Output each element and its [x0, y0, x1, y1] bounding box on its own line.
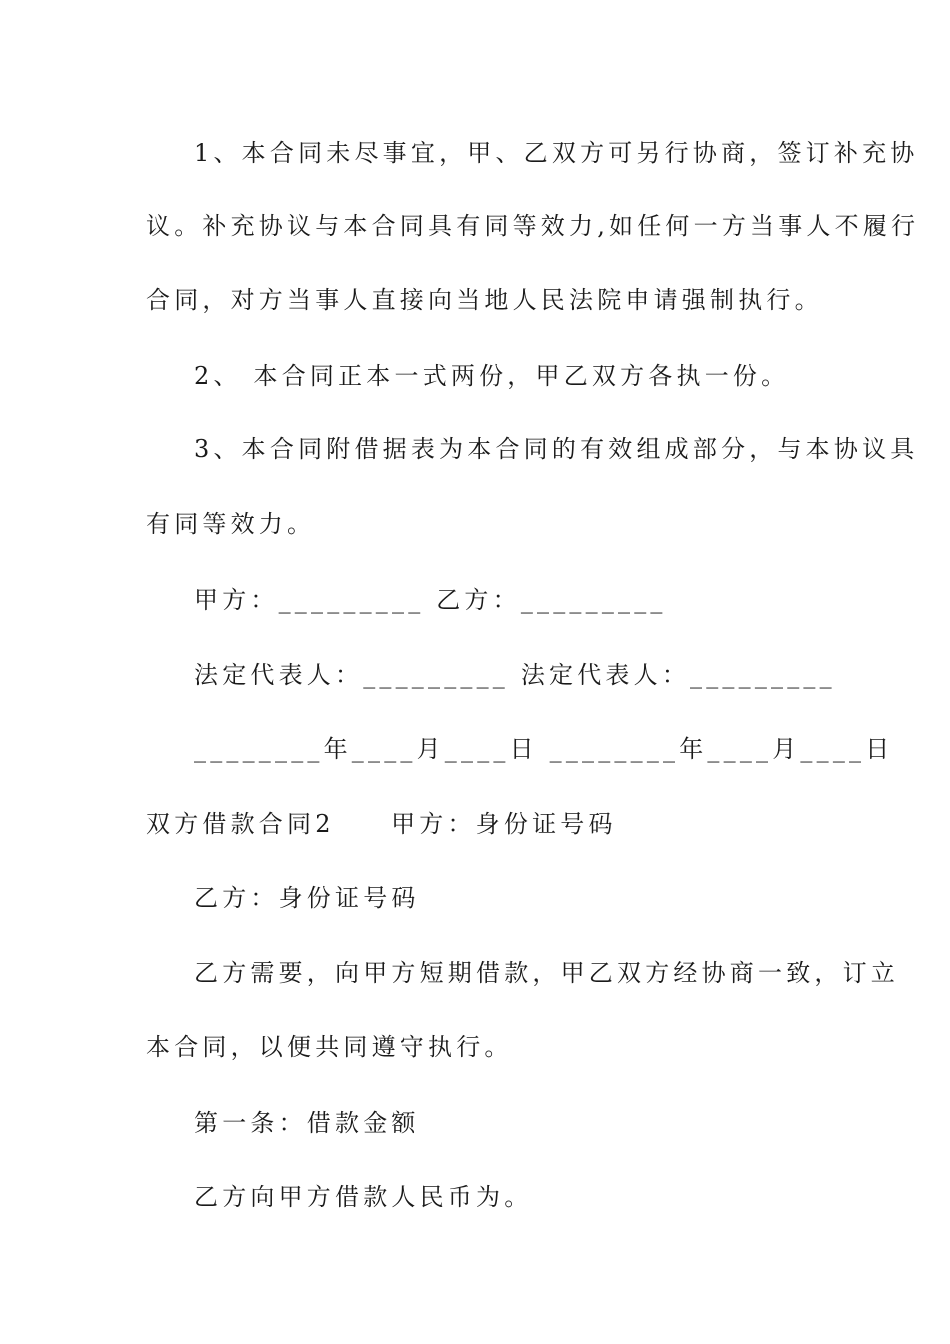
clause-1-line-1: 1、本合同未尽事宜，甲、乙双方可另行协商，签订补充协 — [194, 139, 919, 167]
preamble-line-2: 本合同，以便共同遵守执行。 — [146, 1033, 513, 1061]
clause-1-line-2: 议。补充协议与本合同具有同等效力,如任何一方当事人不履行 — [146, 212, 920, 240]
preamble-line-1: 乙方需要，向甲方短期借款，甲乙双方经协商一致，订立 — [194, 959, 899, 987]
clause-2: 2、 本合同正本一式两份，甲乙双方各执一份。 — [194, 362, 790, 390]
article-1-heading: 第一条：借款金额 — [194, 1109, 420, 1137]
party-b-id: 乙方：身份证号码 — [194, 884, 420, 912]
clause-3-line-1: 3、本合同附借据表为本合同的有效组成部分，与本协议具 — [194, 435, 919, 463]
signature-legal-reps: 法定代表人：_________ 法定代表人：_________ — [194, 661, 836, 689]
article-1-text: 乙方向甲方借款人民币为。 — [194, 1183, 533, 1211]
clause-1-line-3: 合同，对方当事人直接向当地人民法院申请强制执行。 — [146, 286, 823, 314]
contract-2-title: 双方借款合同2 甲方：身份证号码 — [146, 810, 617, 838]
signature-dates: ________年____月____日 ________年____月____日 — [194, 735, 894, 763]
signature-parties: 甲方：_________ 乙方：_________ — [194, 586, 667, 614]
clause-3-line-2: 有同等效力。 — [146, 510, 316, 538]
